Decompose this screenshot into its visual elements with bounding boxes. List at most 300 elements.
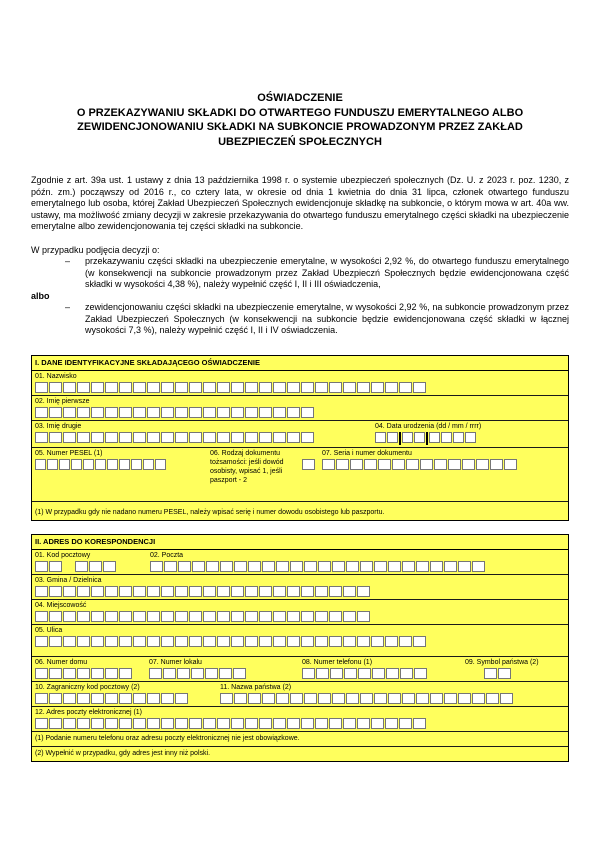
char-box[interactable] xyxy=(133,636,146,647)
char-box[interactable] xyxy=(344,668,357,679)
char-box[interactable] xyxy=(448,459,461,470)
char-box[interactable] xyxy=(147,636,160,647)
char-box[interactable] xyxy=(217,382,230,393)
char-box[interactable] xyxy=(49,611,62,622)
char-box[interactable] xyxy=(77,432,90,443)
form-row-ulica xyxy=(32,625,568,657)
char-box[interactable] xyxy=(49,636,62,647)
char-box[interactable] xyxy=(302,668,315,679)
char-box[interactable] xyxy=(161,611,174,622)
char-box[interactable] xyxy=(245,586,258,597)
char-box[interactable] xyxy=(49,718,62,729)
char-box[interactable] xyxy=(192,561,205,572)
char-box[interactable] xyxy=(360,561,373,572)
char-box[interactable] xyxy=(105,382,118,393)
char-box[interactable] xyxy=(161,382,174,393)
char-box[interactable] xyxy=(91,407,104,418)
char-box[interactable] xyxy=(343,636,356,647)
char-box[interactable] xyxy=(245,382,258,393)
char-box[interactable] xyxy=(414,432,425,443)
char-box[interactable] xyxy=(444,693,457,704)
char-box[interactable] xyxy=(490,459,503,470)
char-box[interactable] xyxy=(231,636,244,647)
section-2-header: II. ADRES DO KORESPONDENCJI xyxy=(32,535,568,550)
char-box[interactable] xyxy=(429,432,440,443)
char-box[interactable] xyxy=(287,382,300,393)
char-box[interactable] xyxy=(203,718,216,729)
char-box[interactable] xyxy=(371,382,384,393)
char-box[interactable] xyxy=(161,586,174,597)
char-box[interactable] xyxy=(458,693,471,704)
char-box[interactable] xyxy=(287,636,300,647)
char-box[interactable] xyxy=(402,561,415,572)
char-box[interactable] xyxy=(133,718,146,729)
char-box[interactable] xyxy=(287,586,300,597)
char-box[interactable] xyxy=(133,611,146,622)
char-box[interactable] xyxy=(262,561,275,572)
char-box[interactable] xyxy=(372,668,385,679)
char-box[interactable] xyxy=(133,432,146,443)
char-box[interactable] xyxy=(259,382,272,393)
char-box[interactable] xyxy=(402,693,415,704)
char-box[interactable] xyxy=(133,586,146,597)
char-box[interactable] xyxy=(107,459,118,470)
char-box[interactable] xyxy=(392,459,405,470)
char-box[interactable] xyxy=(406,459,419,470)
char-box[interactable] xyxy=(262,693,275,704)
char-box[interactable] xyxy=(343,718,356,729)
char-box[interactable] xyxy=(206,561,219,572)
char-box[interactable] xyxy=(430,693,443,704)
char-box[interactable] xyxy=(147,718,160,729)
char-box[interactable] xyxy=(83,459,94,470)
char-box[interactable] xyxy=(441,432,452,443)
char-box[interactable] xyxy=(203,382,216,393)
char-box[interactable] xyxy=(35,668,48,679)
char-box[interactable] xyxy=(161,718,174,729)
char-box[interactable] xyxy=(189,407,202,418)
char-box[interactable] xyxy=(220,561,233,572)
char-box[interactable] xyxy=(177,668,190,679)
char-box[interactable] xyxy=(49,693,62,704)
char-box[interactable] xyxy=(217,611,230,622)
char-box[interactable] xyxy=(63,407,76,418)
char-box[interactable] xyxy=(413,636,426,647)
char-box[interactable] xyxy=(259,718,272,729)
char-box[interactable] xyxy=(49,561,62,572)
char-box[interactable] xyxy=(219,668,232,679)
char-box[interactable] xyxy=(147,382,160,393)
char-box[interactable] xyxy=(119,693,132,704)
char-box[interactable] xyxy=(189,382,202,393)
char-box[interactable] xyxy=(63,718,76,729)
char-box[interactable] xyxy=(63,668,76,679)
char-box[interactable] xyxy=(287,718,300,729)
char-box[interactable] xyxy=(77,718,90,729)
char-box[interactable] xyxy=(259,432,272,443)
char-box[interactable] xyxy=(189,636,202,647)
char-box[interactable] xyxy=(217,586,230,597)
char-box[interactable] xyxy=(105,693,118,704)
char-box[interactable] xyxy=(245,432,258,443)
char-box[interactable] xyxy=(462,459,475,470)
char-box[interactable] xyxy=(203,407,216,418)
char-box[interactable] xyxy=(189,432,202,443)
char-box[interactable] xyxy=(147,407,160,418)
char-box[interactable] xyxy=(75,561,88,572)
char-box[interactable] xyxy=(332,693,345,704)
char-box[interactable] xyxy=(318,561,331,572)
char-box[interactable] xyxy=(315,636,328,647)
char-box[interactable] xyxy=(91,586,104,597)
char-box[interactable] xyxy=(35,693,48,704)
char-box[interactable] xyxy=(350,459,363,470)
char-box[interactable] xyxy=(147,586,160,597)
char-box[interactable] xyxy=(49,668,62,679)
char-box[interactable] xyxy=(35,561,48,572)
char-box[interactable] xyxy=(203,586,216,597)
char-box[interactable] xyxy=(77,407,90,418)
char-box[interactable] xyxy=(59,459,70,470)
char-box[interactable] xyxy=(234,561,247,572)
char-box[interactable] xyxy=(387,432,398,443)
char-box[interactable] xyxy=(302,459,315,470)
char-box[interactable] xyxy=(273,407,286,418)
char-box[interactable] xyxy=(35,407,48,418)
char-box[interactable] xyxy=(63,636,76,647)
char-box[interactable] xyxy=(203,432,216,443)
char-box[interactable] xyxy=(150,561,163,572)
char-box[interactable] xyxy=(358,668,371,679)
char-box[interactable] xyxy=(233,668,246,679)
char-box[interactable] xyxy=(259,636,272,647)
field-07-label: 07. Seria i numer dokumentu xyxy=(322,449,412,457)
char-box[interactable] xyxy=(318,693,331,704)
char-box[interactable] xyxy=(343,382,356,393)
char-box[interactable] xyxy=(386,668,399,679)
char-box[interactable] xyxy=(385,382,398,393)
char-box[interactable] xyxy=(63,611,76,622)
char-box[interactable] xyxy=(273,382,286,393)
char-box[interactable] xyxy=(234,693,247,704)
char-box[interactable] xyxy=(357,636,370,647)
char-box[interactable] xyxy=(301,382,314,393)
char-box[interactable] xyxy=(119,459,130,470)
char-box[interactable] xyxy=(47,459,58,470)
char-box[interactable] xyxy=(231,382,244,393)
char-box[interactable] xyxy=(504,459,517,470)
char-box[interactable] xyxy=(131,459,142,470)
char-box[interactable] xyxy=(91,718,104,729)
form-row-imie-pierwsze xyxy=(32,396,568,421)
char-box[interactable] xyxy=(91,611,104,622)
char-box[interactable] xyxy=(191,668,204,679)
char-box[interactable] xyxy=(290,693,303,704)
char-box[interactable] xyxy=(248,693,261,704)
char-box[interactable] xyxy=(91,432,104,443)
char-box[interactable] xyxy=(476,459,489,470)
char-box[interactable] xyxy=(143,459,154,470)
char-box[interactable] xyxy=(175,693,188,704)
char-box[interactable] xyxy=(35,636,48,647)
char-box[interactable] xyxy=(375,432,386,443)
char-box[interactable] xyxy=(245,611,258,622)
char-box[interactable] xyxy=(301,611,314,622)
char-box[interactable] xyxy=(332,561,345,572)
char-box[interactable] xyxy=(343,586,356,597)
char-box[interactable] xyxy=(147,611,160,622)
char-box[interactable] xyxy=(105,586,118,597)
field-03-label: 03. Gmina / Dzielnica xyxy=(35,576,102,584)
char-box[interactable] xyxy=(35,459,46,470)
char-box[interactable] xyxy=(178,561,191,572)
char-box[interactable] xyxy=(301,586,314,597)
char-box[interactable] xyxy=(378,459,391,470)
char-box[interactable] xyxy=(175,382,188,393)
char-box[interactable] xyxy=(500,693,513,704)
char-box[interactable] xyxy=(175,636,188,647)
char-box[interactable] xyxy=(89,561,102,572)
char-box[interactable] xyxy=(163,668,176,679)
char-box[interactable] xyxy=(259,611,272,622)
char-box[interactable] xyxy=(217,432,230,443)
char-box[interactable] xyxy=(388,561,401,572)
char-box[interactable] xyxy=(364,459,377,470)
char-box[interactable] xyxy=(498,668,511,679)
char-box[interactable] xyxy=(147,432,160,443)
char-box[interactable] xyxy=(63,586,76,597)
char-box[interactable] xyxy=(287,407,300,418)
char-box[interactable] xyxy=(119,718,132,729)
char-box[interactable] xyxy=(316,668,329,679)
char-box[interactable] xyxy=(276,561,289,572)
char-box[interactable] xyxy=(77,693,90,704)
char-box[interactable] xyxy=(399,718,412,729)
char-box[interactable] xyxy=(430,561,443,572)
char-box[interactable] xyxy=(329,718,342,729)
char-box[interactable] xyxy=(103,561,116,572)
char-box[interactable] xyxy=(217,407,230,418)
char-box[interactable] xyxy=(346,561,359,572)
char-box[interactable] xyxy=(77,586,90,597)
char-box[interactable] xyxy=(175,407,188,418)
char-box[interactable] xyxy=(105,718,118,729)
char-box[interactable] xyxy=(133,407,146,418)
char-box[interactable] xyxy=(330,668,343,679)
char-box[interactable] xyxy=(444,561,457,572)
char-box[interactable] xyxy=(35,586,48,597)
char-box[interactable] xyxy=(175,718,188,729)
char-box[interactable] xyxy=(413,382,426,393)
char-box[interactable] xyxy=(290,561,303,572)
char-box[interactable] xyxy=(133,693,146,704)
char-box[interactable] xyxy=(287,432,300,443)
char-box[interactable] xyxy=(49,407,62,418)
char-box[interactable] xyxy=(273,586,286,597)
char-box[interactable] xyxy=(371,718,384,729)
char-box[interactable] xyxy=(287,611,300,622)
char-box[interactable] xyxy=(259,586,272,597)
char-box[interactable] xyxy=(77,611,90,622)
char-box[interactable] xyxy=(231,718,244,729)
char-box[interactable] xyxy=(220,693,233,704)
char-box[interactable] xyxy=(35,718,48,729)
char-box[interactable] xyxy=(465,432,476,443)
char-box[interactable] xyxy=(357,718,370,729)
char-box[interactable] xyxy=(357,586,370,597)
char-box[interactable] xyxy=(273,718,286,729)
char-box[interactable] xyxy=(371,636,384,647)
char-box[interactable] xyxy=(336,459,349,470)
char-box[interactable] xyxy=(161,693,174,704)
char-box[interactable] xyxy=(49,382,62,393)
char-box[interactable] xyxy=(91,636,104,647)
char-box[interactable] xyxy=(273,636,286,647)
char-box[interactable] xyxy=(205,668,218,679)
char-box[interactable] xyxy=(105,636,118,647)
char-box[interactable] xyxy=(63,432,76,443)
char-box[interactable] xyxy=(315,611,328,622)
char-box[interactable] xyxy=(155,459,166,470)
char-box[interactable] xyxy=(472,693,485,704)
char-box[interactable] xyxy=(119,611,132,622)
char-box[interactable] xyxy=(402,432,413,443)
char-box[interactable] xyxy=(357,611,370,622)
char-box[interactable] xyxy=(472,561,485,572)
char-box[interactable] xyxy=(35,611,48,622)
char-box[interactable] xyxy=(91,382,104,393)
char-box[interactable] xyxy=(301,432,314,443)
field-03-imie-drugie xyxy=(32,421,372,447)
char-box[interactable] xyxy=(315,586,328,597)
char-box[interactable] xyxy=(486,693,499,704)
char-box[interactable] xyxy=(217,636,230,647)
char-box[interactable] xyxy=(315,718,328,729)
char-box[interactable] xyxy=(217,718,230,729)
field-01-nazwisko xyxy=(32,371,568,395)
char-box[interactable] xyxy=(329,382,342,393)
char-box[interactable] xyxy=(301,718,314,729)
char-box[interactable] xyxy=(231,586,244,597)
char-box[interactable] xyxy=(95,459,106,470)
char-box[interactable] xyxy=(189,611,202,622)
char-box[interactable] xyxy=(119,432,132,443)
char-box[interactable] xyxy=(161,432,174,443)
char-box[interactable] xyxy=(420,459,433,470)
char-box[interactable] xyxy=(259,407,272,418)
char-box[interactable] xyxy=(147,693,160,704)
char-box[interactable] xyxy=(414,668,427,679)
char-box[interactable] xyxy=(276,693,289,704)
char-box[interactable] xyxy=(315,382,328,393)
char-box[interactable] xyxy=(189,718,202,729)
char-box[interactable] xyxy=(304,693,317,704)
char-box[interactable] xyxy=(149,668,162,679)
char-box[interactable] xyxy=(329,586,342,597)
char-box[interactable] xyxy=(189,586,202,597)
char-box[interactable] xyxy=(413,718,426,729)
char-box[interactable] xyxy=(133,382,146,393)
char-box[interactable] xyxy=(248,561,261,572)
char-box[interactable] xyxy=(385,636,398,647)
char-box[interactable] xyxy=(35,432,48,443)
char-box[interactable] xyxy=(434,459,447,470)
char-box[interactable] xyxy=(203,636,216,647)
char-box[interactable] xyxy=(273,611,286,622)
char-box[interactable] xyxy=(245,636,258,647)
char-box[interactable] xyxy=(91,693,104,704)
char-box[interactable] xyxy=(71,459,82,470)
char-box[interactable] xyxy=(49,432,62,443)
char-box[interactable] xyxy=(175,432,188,443)
char-box[interactable] xyxy=(91,668,104,679)
char-box[interactable] xyxy=(273,432,286,443)
char-box[interactable] xyxy=(119,586,132,597)
char-box[interactable] xyxy=(245,407,258,418)
char-box[interactable] xyxy=(49,586,62,597)
char-box[interactable] xyxy=(360,693,373,704)
char-box[interactable] xyxy=(322,459,335,470)
char-box[interactable] xyxy=(453,432,464,443)
char-box[interactable] xyxy=(231,432,244,443)
char-box[interactable] xyxy=(388,693,401,704)
char-box[interactable] xyxy=(119,407,132,418)
char-box[interactable] xyxy=(399,636,412,647)
char-box[interactable] xyxy=(105,611,118,622)
char-box[interactable] xyxy=(119,382,132,393)
char-box[interactable] xyxy=(77,668,90,679)
char-box[interactable] xyxy=(329,611,342,622)
char-box[interactable] xyxy=(301,636,314,647)
char-box[interactable] xyxy=(346,693,359,704)
char-box[interactable] xyxy=(245,718,258,729)
char-box[interactable] xyxy=(63,382,76,393)
char-box[interactable] xyxy=(119,636,132,647)
char-box[interactable] xyxy=(105,407,118,418)
char-box[interactable] xyxy=(35,382,48,393)
char-box[interactable] xyxy=(105,668,118,679)
char-box[interactable] xyxy=(416,693,429,704)
char-box[interactable] xyxy=(458,561,471,572)
char-box[interactable] xyxy=(105,432,118,443)
char-box[interactable] xyxy=(343,611,356,622)
char-box[interactable] xyxy=(175,611,188,622)
char-box[interactable] xyxy=(399,382,412,393)
char-box[interactable] xyxy=(161,407,174,418)
char-box[interactable] xyxy=(329,636,342,647)
char-box[interactable] xyxy=(374,561,387,572)
char-box[interactable] xyxy=(385,718,398,729)
char-box[interactable] xyxy=(231,407,244,418)
field-05-label: 05. Ulica xyxy=(35,626,63,634)
char-box[interactable] xyxy=(63,693,76,704)
char-box[interactable] xyxy=(400,668,413,679)
char-box[interactable] xyxy=(231,611,244,622)
char-box[interactable] xyxy=(416,561,429,572)
char-box[interactable] xyxy=(161,636,174,647)
char-box[interactable] xyxy=(301,407,314,418)
char-box[interactable] xyxy=(357,382,370,393)
char-box[interactable] xyxy=(119,668,132,679)
char-box[interactable] xyxy=(484,668,497,679)
char-box[interactable] xyxy=(374,693,387,704)
char-box[interactable] xyxy=(203,611,216,622)
char-box[interactable] xyxy=(304,561,317,572)
char-box[interactable] xyxy=(164,561,177,572)
char-box[interactable] xyxy=(77,636,90,647)
char-box[interactable] xyxy=(175,586,188,597)
char-box[interactable] xyxy=(77,382,90,393)
